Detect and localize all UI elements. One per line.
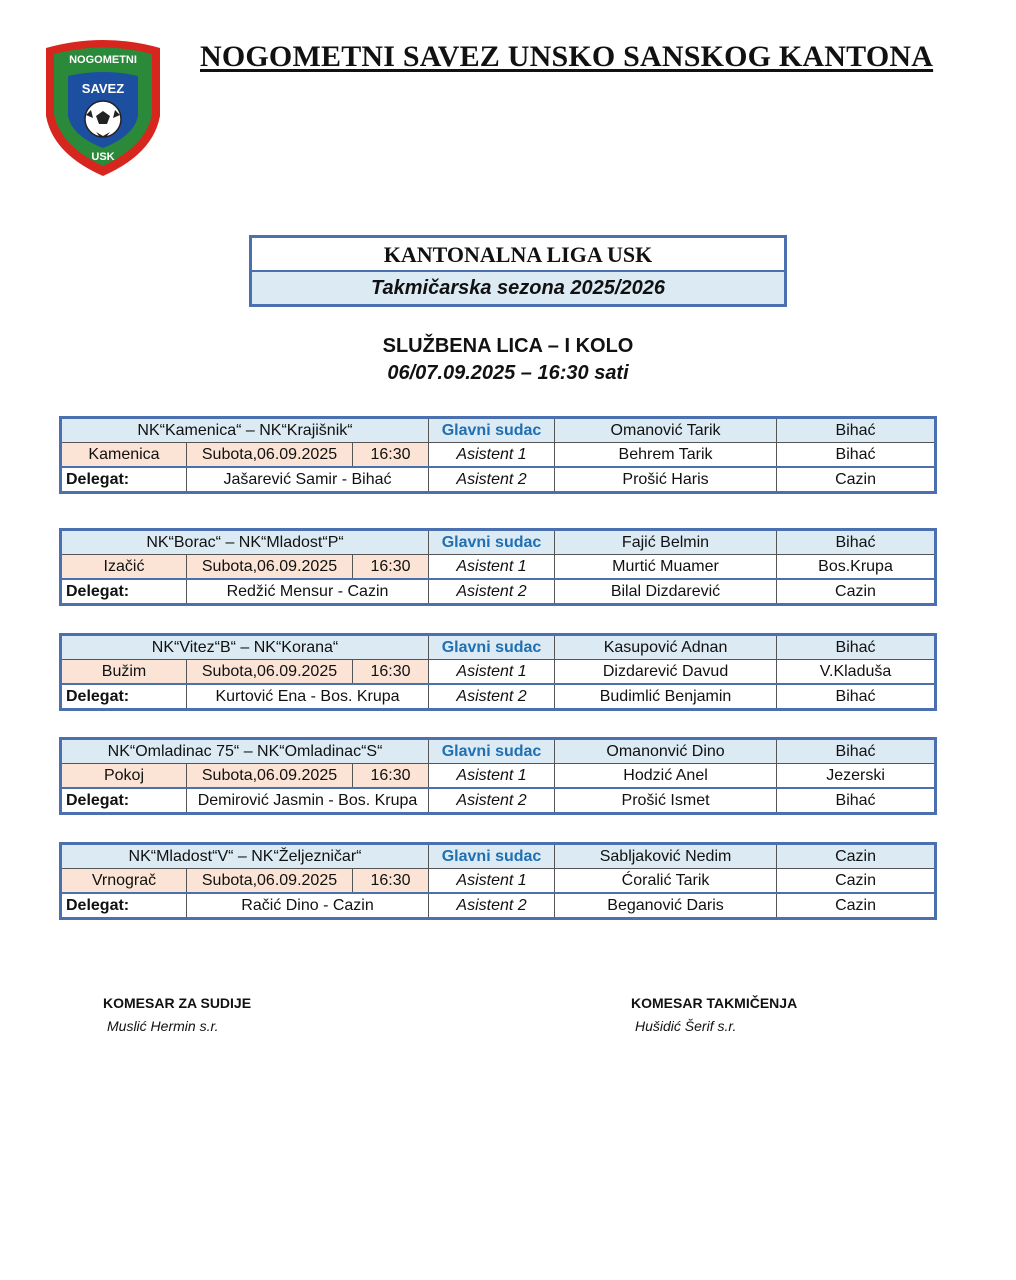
assistant-1-name: Dizdarević Davud: [555, 660, 777, 685]
season-label: Takmičarska sezona 2025/2026: [252, 272, 784, 304]
logo-bottom-text: USK: [91, 151, 115, 163]
match-fixture: NK“Mladost“V“ – NK“Željezničar“: [61, 844, 429, 869]
assistant-1-city: V.Kladuša: [777, 660, 936, 685]
delegate-label: Delegat:: [61, 467, 187, 493]
delegate-name: Jašarević Samir - Bihać: [187, 467, 429, 493]
match-venue: Izačić: [61, 555, 187, 580]
match-table: [59, 737, 937, 815]
main-referee-city: Bihać: [777, 418, 936, 443]
assistant-2-name: Prošić Haris: [555, 467, 777, 493]
main-referee-city: Bihać: [777, 530, 936, 555]
delegate-label: Delegat:: [61, 893, 187, 919]
assistant-2-label: Asistent 2: [429, 684, 555, 710]
assistant-1-label: Asistent 1: [429, 443, 555, 468]
assistant-1-city: Cazin: [777, 869, 936, 894]
delegate-label: Delegat:: [61, 579, 187, 605]
signature-left-name: Muslić Hermin s.r.: [107, 1018, 219, 1034]
main-referee-label: Glavni sudac: [429, 418, 555, 443]
assistant-2-name: Budimlić Benjamin: [555, 684, 777, 710]
delegate-label: Delegat:: [61, 684, 187, 710]
match-venue: Pokoj: [61, 764, 187, 789]
assistant-2-label: Asistent 2: [429, 579, 555, 605]
main-referee-city: Bihać: [777, 739, 936, 764]
main-referee-label: Glavni sudac: [429, 530, 555, 555]
assistant-1-label: Asistent 1: [429, 660, 555, 685]
main-referee-label: Glavni sudac: [429, 844, 555, 869]
assistant-2-city: Cazin: [777, 893, 936, 919]
match-venue: Kamenica: [61, 443, 187, 468]
signature-right: [631, 992, 797, 1038]
delegate-label: Delegat:: [61, 788, 187, 814]
signature-right-role: KOMESAR TAKMIČENJA: [631, 995, 798, 1011]
assistant-2-city: Bihać: [777, 788, 936, 814]
main-referee-name: Fajić Belmin: [555, 530, 777, 555]
assistant-1-city: Bihać: [777, 443, 936, 468]
match-date: Subota,06.09.2025: [187, 555, 353, 580]
match-table: [59, 842, 937, 920]
match-time: 16:30: [353, 555, 429, 580]
assistant-1-label: Asistent 1: [429, 555, 555, 580]
delegate-name: Redžić Mensur - Cazin: [187, 579, 429, 605]
main-referee-name: Sabljaković Nedim: [555, 844, 777, 869]
match-time: 16:30: [353, 660, 429, 685]
assistant-2-label: Asistent 2: [429, 788, 555, 814]
assistant-2-city: Cazin: [777, 467, 936, 493]
match-time: 16:30: [353, 869, 429, 894]
match-date: Subota,06.09.2025: [187, 764, 353, 789]
match-date: Subota,06.09.2025: [187, 443, 353, 468]
match-table: [59, 633, 937, 711]
main-referee-name: Omanović Tarik: [555, 418, 777, 443]
assistant-1-label: Asistent 1: [429, 764, 555, 789]
signature-right-name: Hušidić Šerif s.r.: [635, 1018, 737, 1034]
delegate-name: Demirović Jasmin - Bos. Krupa: [187, 788, 429, 814]
round-heading: [0, 333, 1016, 387]
signature-left-role: KOMESAR ZA SUDIJE: [103, 995, 252, 1011]
match-time: 16:30: [353, 443, 429, 468]
main-referee-label: Glavni sudac: [429, 739, 555, 764]
signature-left: [103, 992, 251, 1038]
main-referee-label: Glavni sudac: [429, 635, 555, 660]
round-title: SLUŽBENA LICA – I KOLO: [382, 335, 634, 357]
usk-football-association-logo: [38, 36, 168, 180]
assistant-1-name: Hodzić Anel: [555, 764, 777, 789]
match-time: 16:30: [353, 764, 429, 789]
assistant-2-city: Bihać: [777, 684, 936, 710]
main-referee-city: Bihać: [777, 635, 936, 660]
assistant-2-label: Asistent 2: [429, 893, 555, 919]
assistant-1-name: Behrem Tarik: [555, 443, 777, 468]
assistant-1-label: Asistent 1: [429, 869, 555, 894]
match-venue: Vrnograč: [61, 869, 187, 894]
assistant-2-label: Asistent 2: [429, 467, 555, 493]
main-referee-city: Cazin: [777, 844, 936, 869]
league-header-box: [249, 235, 787, 307]
assistant-2-name: Beganović Daris: [555, 893, 777, 919]
match-date: Subota,06.09.2025: [187, 660, 353, 685]
assistant-2-city: Cazin: [777, 579, 936, 605]
match-fixture: NK“Vitez“B“ – NK“Korana“: [61, 635, 429, 660]
main-referee-name: Kasupović Adnan: [555, 635, 777, 660]
assistant-1-name: Murtić Muamer: [555, 555, 777, 580]
main-referee-name: Omanonvić Dino: [555, 739, 777, 764]
delegate-name: Račić Dino - Cazin: [187, 893, 429, 919]
organization-title: NOGOMETNI SAVEZ UNSKO SANSKOG KANTONA: [200, 40, 934, 73]
logo-top-text: NOGOMETNI: [69, 54, 137, 66]
assistant-1-city: Bos.Krupa: [777, 555, 936, 580]
match-date: Subota,06.09.2025: [187, 869, 353, 894]
match-venue: Bužim: [61, 660, 187, 685]
match-fixture: NK“Kamenica“ – NK“Krajišnik“: [61, 418, 429, 443]
league-name: KANTONALNA LIGA USK: [252, 238, 784, 272]
match-fixture: NK“Omladinac 75“ – NK“Omladinac“S“: [61, 739, 429, 764]
match-table: [59, 416, 937, 494]
logo-middle-text: SAVEZ: [81, 81, 125, 96]
assistant-1-name: Ćoralić Tarik: [555, 869, 777, 894]
delegate-name: Kurtović Ena - Bos. Krupa: [187, 684, 429, 710]
assistant-2-name: Bilal Dizdarević: [555, 579, 777, 605]
assistant-2-name: Prošić Ismet: [555, 788, 777, 814]
match-table: [59, 528, 937, 606]
match-fixture: NK“Borac“ – NK“Mladost“P“: [61, 530, 429, 555]
assistant-1-city: Jezerski: [777, 764, 936, 789]
round-datetime: 06/07.09.2025 – 16:30 sati: [387, 362, 629, 384]
